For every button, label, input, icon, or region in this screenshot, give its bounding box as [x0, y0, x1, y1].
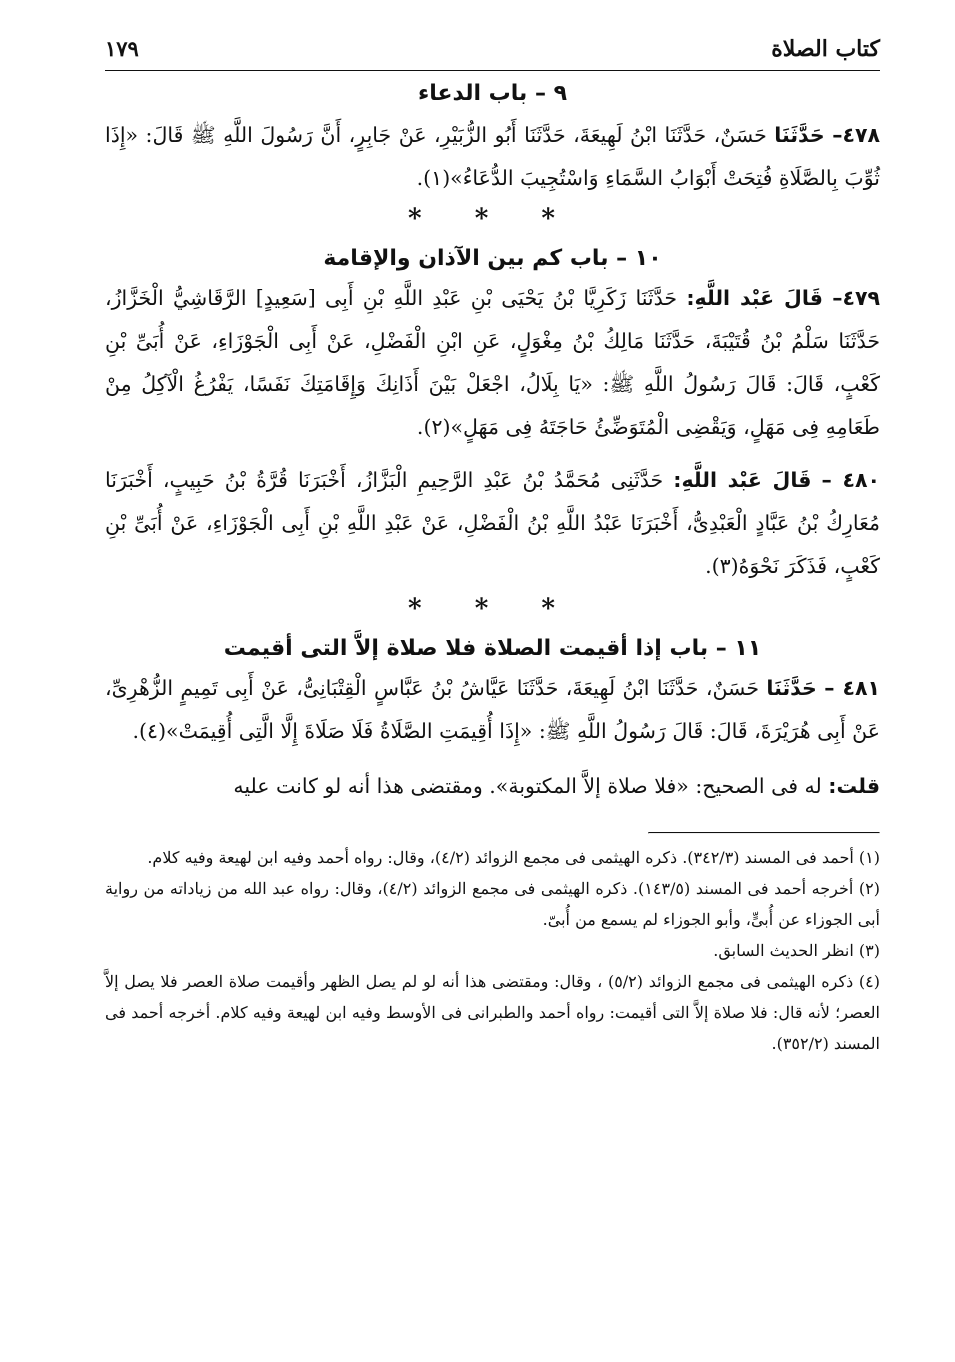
hadith-number: ٤٧٩– — [832, 286, 880, 310]
running-header — [105, 30, 880, 71]
chapter-heading-10: ١٠ – باب كم بين الآذان والإقامة — [323, 246, 662, 271]
editor-note — [105, 765, 880, 808]
hadith-478 — [105, 114, 880, 200]
footnote-4: (٤) ذكره الهيثمى فى مجمع الزوائد (٥/٢) ، وقال: ومقتضى هذا أنه لو لم يصل الظهر وأقيمت صلاة العصر فلا يصل إلاَّ العصر؛ لأنه قال: فلا صلاة إلاَّ التى أقيمت: رواه أحمد والطبرانى فى الأوسط وفيه ابن لهيعة وفيه كلام. أخرجه أحمد فى المسند (٣٥٢/٢). — [105, 972, 880, 1053]
hadith-text: حَسَنٌ، حَدَّثَنَا ابْنُ لَهِيعَةَ، حَدَّثَنَا أَبُو الزُّبَيْرِ، عَنْ جَابِرٍ، أَنَّ رَسُولَ اللَّهِ ﷺ قَالَ: «إِذَا ثُوِّبَ بِالصَّلَاةِ فُتِحَتْ أَبْوَابُ السَّمَاءِ وَاسْتُجِيبَ الدُّعَاءُ»(١). — [105, 123, 880, 190]
section-separator: * * * — [408, 204, 577, 234]
note-label: قلت: — [828, 774, 880, 798]
footnote-3: (٣) انظر الحديث السابق. — [713, 941, 880, 960]
section-separator: * * * — [408, 594, 577, 624]
hadith-481 — [105, 667, 880, 753]
hadith-number: ٤٧٨– — [832, 123, 880, 147]
book-page — [105, 30, 880, 1340]
hadith-479 — [105, 277, 880, 449]
chapter-heading-9: ٩ – باب الدعاء — [417, 81, 568, 106]
chapter-heading-11: ١١ – باب إذا أقيمت الصلاة فلا صلاة إلاَّ التى أقيمت — [223, 636, 762, 661]
note-text: له فى الصحيح: «فلا صلاة إلاَّ المكتوبة». ومقتضى هذا أنه لو كانت عليه — [233, 774, 822, 798]
footnotes — [105, 842, 880, 1059]
hadith-text: حَسَنٌ، حَدَّثَنَا ابْنُ لَهِيعَةَ، حَدَّثَنَا عَيَّاشُ بْنُ عَبَّاسٍ الْقِتْبَانِىُّ، عَنْ أَبِى تَمِيمٍ الزُّهْرِىِّ، عَنْ أَبِى هُرَيْرَةَ، قَالَ: قَالَ رَسُولُ اللَّهِ ﷺ: «إِذَا أُقِيمَتِ الصَّلَاةُ فَلَا صَلَاةَ إِلَّا الَّتِى أُقِيمَتْ»(٤). — [105, 676, 880, 743]
hadith-intro: قَالَ عَبْد اللَّهِ: — [686, 286, 823, 310]
book-title: كتاب الصلاة — [771, 36, 880, 62]
footnote-2: (٢) أخرجه أحمد فى المسند (١٤٣/٥). ذكره الهيثمى فى مجمع الزوائد (٤/٢)، وقال: رواه عبد الله من زياداته من رواية أبى الجوزاء عن أُبىٍّ، وأبو الجوزاء لم يسمع من أُبىّ. — [105, 879, 881, 929]
hadith-number: ٤٨٠ – — [821, 468, 880, 492]
hadith-number: ٤٨١ – — [824, 676, 880, 700]
hadith-480 — [105, 459, 880, 588]
hadith-intro: حَدَّثَنَا — [774, 123, 825, 147]
hadith-text: حَدَّثَنِى مُحَمَّدُ بْنُ عَبْدِ الرَّحِيمِ الْبَزَّازُ، أَخْبَرَنَا قُرَّةُ بْنُ حَبِيبٍ، أَخْبَرَنَا مُعَارِكُ بْنُ عَبَّادٍ الْعَبْدِىُّ، أَخْبَرَنَا عَبْدُ اللَّهِ بْنُ الْفَضْلِ، عَنْ عَبْدِ اللَّهِ بْنِ أَبِى الْجَوْزَاءِ، عَنْ أُبَىِّ بْنِ كَعْبٍ، فَذَكَرَ نَحْوَهُ(٣). — [105, 468, 880, 578]
page-number: ١٧٩ — [105, 36, 139, 61]
footnote-1: (١) أحمد فى المسند (٣٤٢/٣). ذكره الهيثمى فى مجمع الزوائد (٤/٢)، وقال: رواه أحمد وفيه ابن لهيعة وفيه كلام. — [147, 848, 880, 867]
hadith-text: حَدَّثَنَا زَكَرِيَّا بْنُ يَحْيَى بْنِ عَبْدِ اللَّهِ بْنِ أَبِى [سَعِيدٍ] الرَّقَاشِيُّ الْخَزَّازُ، حَدَّثَنَا سَلْمُ بْنُ قُتَيْبَةَ، حَدَّثَنَا مَالِكُ بْنُ مِغْوَلٍ، عَنِ ابْنِ الْفَضْلِ، عَنْ أَبِى الْجَوْزَاءِ، عَنْ أُبَىِّ بْنِ كَعْبٍ، قَالَ: قَالَ رَسُولُ اللَّهِ ﷺ: «يَا بِلَالُ، اجْعَلْ بَيْنَ أَذَانِكَ وَإِقَامَتِكَ نَفَسًا، يَفْرُغُ الْآكِلُ مِنْ طَعَامِهِ فِى مَهَلٍ، وَيَقْضِى الْمُتَوَضِّئُ حَاجَتَهُ فِى مَهَلٍ»(٢). — [105, 286, 880, 439]
hadith-intro: قَالَ عَبْد اللَّهِ: — [673, 468, 812, 492]
hadith-intro: حَدَّثَنَا — [766, 676, 817, 700]
